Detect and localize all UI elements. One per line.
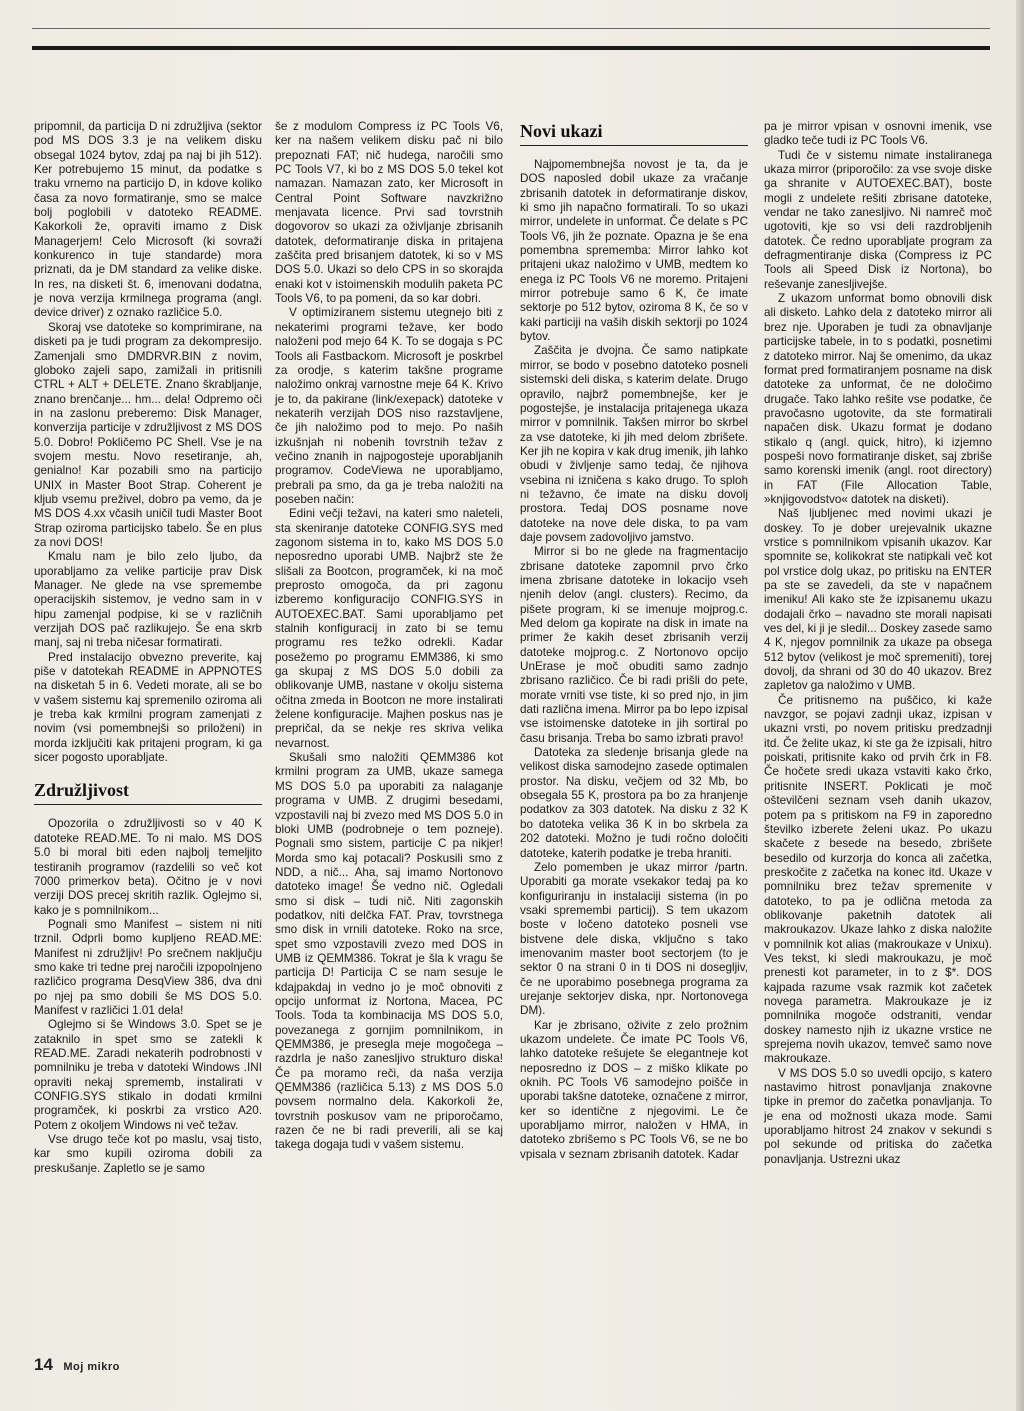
column-2 [275,120,503,1153]
paragraph: Če pritisnemo na puščico, ki kaže navzgor, se pojavi zadnji ukaz, izpisan v ukazni vrsti, po novem pritisku predzadnji itd. Če želite ukaz, ki ste ga že izpisali, hitro poiskati, pritisnite kako od prvih črk in F8. Če hočete sredi ukaza vstaviti kako črko, pritisnite INSERT. Poklicati je moč oštevilčeni seznam vseh danih ukazov, potem pa s pritiskom na F9 in zaporedno številko izberete želeni ukaz. Po ukazu skačete z besede na besedo, zbrišete besedilo od kurzorja do konca ali začetka, preskočite z začetka na konec itd. Ukaze v pomnilniku brez težav spremenite v datoteko, to pa je odlična metoda za oblikovanje paketnih datotek ali makroukazov. Ukaze lahko z diska naložite v pomnilnik kot alias (makroukaze v Unixu). Ves tekst, ki sledi makroukazu, je moč prenesti kot parameter, in to z $*. DOS kajpada razume vsak razmik kot začetek novega parametra. Makroukaze je iz pomnilnika mogoče odstraniti, vendar doskey namesto njih iz ukazne vrstice ne sprejema novih ukazov, temveč samo nove makroukaze. [764,693,992,1066]
section-heading-novi-ukazi: Novi ukazi [520,120,748,146]
paragraph: Mirror si bo ne glede na fragmentacijo zbrisane datoteke zapomnil prvo črko imena zbrisane datoteke in lokacijo vseh njenih delov (angl. clusters). Recimo, da pišete program, ki se imenuje mojprog.c. Med delom ga kopirate na disk in imate na primer že kakih deset zbrisanih verzij datoteke mojprog.c. Z Nortonovo opcijo UnErase je moč obuditi samo zadnjo zbrisano različico. Če bi radi prišli do pete, morate vrniti vse tiste, ki so pred njo, in jim dati različna imena. Mirror pa bo lepo izpisal vse istoimenske datoteke in jih sortiral po času brisanja. Treba bo samo izbrati pravo! [520,545,749,745]
page-edge [1016,0,1024,1411]
paragraph: V optimiziranem sistemu utegnejo biti z nekaterimi programi težave, ker bodo naloženi pod mejo 64 K. To se dogaja s PC Tools ali Fastbackom. Microsoft je poskrbel za orodje, s katerim takšne programe naložimo onkraj varnostne meje 64 K. Krivo je to, da pakirane (link/exepack) datoteke v nekaterih verzijah DOS niso razstavljene, če jih naložimo pod to mejo. Po naših izkušnjah ni nobenih tovrstnih težav z večino znanih in najpogosteje uporabljanih programov. CodeViewa ne uporabljamo, prebrali pa smo, da ga je treba naložiti na poseben način: [275,306,503,506]
paragraph: Vse drugo teče kot po maslu, vsaj tisto, kar smo kupili oziroma dobili za preskušanje. Zapletlo se je samo [34,1133,262,1175]
magazine-name: Moj mikro [63,1361,120,1373]
paragraph: Skušali smo naložiti QEMM386 kot krmilni program za UMB, ukaze samega MS DOS 5.0 pa uporabiti za nalaganje programa v UMB. Z drugimi besedami, vzpostavili naj bi zvezo med MS DOS 5.0 in bloki UMB (podrobneje o tem pozneje). Pognali smo sistem, particije C pa nikjer! Morda smo kaj potacali? Poskusili smo z NDD, a nič... Aha, saj imamo Nortonovo datoteko image! Še vedno nič. Ogledali smo si disk – tudi nič. Niti zagonskih podatkov, niti delčka FAT. Prav, tovrstnega smo disk in vrnili datoteke. Roko na srce, spet smo vzpostavili zvezo med DOS in UMB iz QEMM386. Tokrat je šla k vragu še particija D! Particija C se nam sesuje le kdajpakdaj in vedno jo je moč obnoviti z opcijo unformat iz Nortona, Macea, PC Tools. Toda ta kombinacija MS DOS 5.0, povezanega z gornjim pomnilnikom, in QEMM386, je presegla meje mogočega – razdrla je našo zanesljivo strukturo diska! Če pa moramo reči, da naša verzija QEMM386 (različica 5.13) z MS DOS 5.0 povsem normalno dela. Kakorkoli že, tovrstnih poskusov vam ne priporočamo, razen če ne bi radi preverili, ali se kaj takega dogaja tudi v vašem sistemu. [275,751,503,1152]
paragraph: Datoteka za sledenje brisanja glede na velikost diska samodejno zasede optimalen prostor. Na disku, večjem od 32 Mb, bo obsegala 55 K, prostora pa bo za hranjenje podatkov za 303 datotek. Na disku z 32 K bo datoteka velika 36 K in bo skrbela za 202 datoteki. Možno je tudi ročno določiti datoteke, katerih podatke je treba hraniti. [520,746,748,860]
paragraph: Pred instalacijo obvezno preverite, kaj piše v datotekah README in APPNOTES na disketah 5 in 6. Vedeti morate, ali se bo v vašem sistemu kaj spremenilo oziroma ali je treba kak krmilni program zamenjati z novim (vsi pomembnejši so priloženi) in morda izključiti kak pritajeni program, ki ga sicer pogosto uporabljate. [34,650,262,765]
paragraph: Skoraj vse datoteke so komprimirane, na disketi pa je tudi program za dekompresijo. Zamenjali smo DMDRVR.BIN z novim, globoko zajeli sapo, zamižali in pritisnili CTRL + ALT + DELETE. Znano škrabljanje, znano brenčanje... hm... dela! Odpremo oči in na zaslonu preberemo: Disk Manager, konverzija particije v združljivost z MS DOS 5.0. Dobro! Pokličemo PC Shell. Vse je na svojem mestu. Novo resetiranje, ah, genialno! Kar pozabili smo na particijo UNIX in Master Boot Strap. Coherent je kljub vsemu preživel, dobro pa vemo, da je MS DOS 4.xx včasih uničil tudi Master Boot Strap oziroma particijsko tabelo. Še en plus za novi DOS! [34,320,262,549]
paragraph: Kmalu nam je bilo zelo ljubo, da uporabljamo za velike particije prav Disk Manager. Ne glede na vse spremembe operacijskih sistemov, je vedno sam in v hipu zamenjal podpise, ki se v različnih verzijah DOS pač razlikujejo. Še ena skrb manj, saj ni treba ničesar formatirati. [34,550,262,650]
paragraph: pripomnil, da particija D ni združljiva (sektor pod MS DOS 3.3 je na velikem disku obsegal 1024 bytov, zdaj pa naj bi jih 512). Ker potrebujemo 15 minut, da podatke s traku vrnemo na particijo D, in kdove koliko časa za novo formatiranje, smo se malce bolj poglobili v datoteko README. Kakorkoli že, opraviti imamo z Disk Managerjem! Celo Microsoft (ki sovraži konkurenco in tuje standarde) mora priznati, da je DM standard za velike diske. In res, na disketi št. 6, imenovani dodatna, je nova verzija krmilnega programa (angl. device driver) z oznako različice 5.0. [34,120,262,320]
paragraph: Kar je zbrisano, oživite z zelo prožnim ukazom undelete. Če imate PC Tools V6, lahko datoteke rešujete še elegantneje kot neposredno iz DOS – z miško klikate po oknih. PC Tools V6 samodejno poišče in uporabi takšne datoteke, označene z mirror, ker so identične z njegovimi. Le če uporabljamo mirror, naložen v HMA, in datoteko zbrišemo s PC Tools V6, se ne bo vpisala v seznam zbrisanih datotek. Kadar [520,1018,748,1161]
paragraph: Zaščita je dvojna. Če samo natipkate mirror, se bodo v posebno datoteko posneli sistemski deli diska, s katerim delate. Drugo opravilo, najbrž pomembnejše, ker je pogostejše, je instalacija pritajenega ukaza mirror v pomnilnik. Takšen mirror bo skrbel za vse datoteke, ki jih med delom zbrišete. Ker jih ne kopira v kak drug imenik, jih lahko obudi v življenje samo tedaj, če njihova vsebina ni izničena s kako drugo. To sploh ni težavno, če imate na disku dovolj prostora. Tedaj DOS posname nove datoteke na nove dele diska, to pa vam daje povsem zadovoljivo jamstvo. [520,344,749,544]
header-rule [32,46,990,50]
top-rule [32,28,990,29]
paragraph: Tudi če v sistemu nimate instaliranega ukaza mirror (priporočilo: za vse svoje diske ga shranite v AUTOEXEC.BAT), boste mogli z undelete rešiti zbrisane datoteke, vendar ne tako zanesljivo. Ni namreč moč ugotoviti, kje so vsi deli razdrobljenih datotek. Če redno uporabljate program za defragmentiranje diska (Compress iz PC Tools ali Speed Disk iz Nortona), bo reševanje zanesljivejše. [764,148,992,291]
paragraph: še z modulom Compress iz PC Tools V6, ker na našem velikem disku pač ni bilo prepoznati FAT; nič hudega, naročili smo PC Tools V7, ki bo z MS DOS 5.0 tekel kot namazan. Namazan zato, ker Microsoft in Central Point Software navzkrižno menjavata licence. Prvi sad tovrstnih dogovorov so ukazi za oživljanje zbrisanih datotek, deformatiranje diska in pritajena zaščita pred brisanjem datotek, ki so v MS DOS 5.0. Ukazi so delo CPS in so skorajda enaki kot v istoimenskih modulih paketa PC Tools V6, to pa pomeni, da so kar dobri. [275,120,503,306]
paragraph: Naš ljubljenec med novimi ukazi je doskey. To je dober urejevalnik ukazne vrstice s pomnilnikom vpisanih ukazov. Kar spomnite se, kolikokrat ste natipkali več kot pol vrstice dolg ukaz, po pritisku na ENTER pa ste se zavedeli, da ste v napačnem imeniku! Ali kako ste že izpisanemu ukazu dodajali črko – navadno ste morali napisati ves del, ki ji je sledil... Doskey zasede samo 4 K, njegov pomnilnik za ukaze pa obsega 512 bytov (velikost je moč spremeniti), torej dovolj, da shrani od 30 do 40 ukazov. Brez zapletov ga naložimo v UMB. [764,507,992,693]
paragraph: Najpomembnejša novost je ta, da je DOS naposled dobil ukaze za vračanje zbrisanih datotek in deformatiranje diskov, ki smo jih napačno formatirali. To so ukazi mirror, undelete in unformat. Če delate s PC Tools V6, jih že poznate. Opazna je še ena pomembna sprememba: Mirror lahko kot pritajeni ukaz naložimo v UMB, medtem ko enega iz PC Tools V6 ne moremo. Pritajeni mirror potrebuje samo 6 K, če imate sektorje po 512 bytov, oziroma 8 K, če so v kaki particiji na vaših diskih sektorji po 1024 bytov. [520,158,749,344]
page-number: 14 [34,1355,53,1374]
paragraph: Opozorila o združljivosti so v 40 K datoteke READ.ME. To ni malo. MS DOS 5.0 bi moral biti eden najbolj temeljito testiranih programov (razdelili so več kot 7000 primerkov beta). Očitno je v novi verziji DOS precej skritih razlik. Oglejmo si, kako je s pomnilnikom... [34,817,262,917]
paragraph: Oglejmo si še Windows 3.0. Spet se je zataknilo in spet smo se zatekli k READ.ME. Zaradi nekaterih podrobnosti v pomnilniku je treba v datoteki Windows .INI opraviti nekaj sprememb, instalirati v CONFIG.SYS stikalo in dodati krmilni programček, ki poskrbi za vrstico A20. Potem z okoljem Windows ni več težav. [34,1018,262,1132]
paragraph: Edini večji težavi, na kateri smo naleteli, sta skeniranje datoteke CONFIG.SYS med zagonom sistema in to, kako MS DOS 5.0 neposredno uporabi UMB. Najbrž ste že slišali za Bootcon, programček, ki na moč preprosto omogoča, da pri zagonu izberemo konfiguracijo CONFIG.SYS in AUTOEXEC.BAT. Sami uporabljamo pet stalnih konfiguracij in zato bi se temu programu res težko odrekli. Kadar posežemo po programu EMM386, ki smo ga skupaj z MS DOS 5.0 dobili za oblikovanje UMB, nastane v okolju sistema očitna zmeda in Bootcon ne more instalirati želene konfiguracije. Majhen poskus nas je prepričal, da se nekje res skriva velika nevarnost. [275,507,503,750]
column-3 [520,120,748,1162]
section-heading-zdruzljivost: Združljivost [34,771,262,805]
column-1 [34,120,262,1176]
paragraph: Pognali smo Manifest – sistem ni niti trznil. Odprli bomo kupljeno READ.ME: Manifest ni združljiv! Po srečnem naključju smo kake tri tedne prej naročili izpopolnjeno različico programa DesqView 386, dva dni po njej pa smo dobili še MS DOS 5.0. Manifest v različici 1.01 dela! [34,917,262,1017]
paragraph: Z ukazom unformat bomo obnovili disk ali disketo. Lahko dela z datoteko mirror ali brez nje. Uporaben je tudi za obnavljanje particijske tabele, in to s podatki, posnetimi z datoteko mirror. Naj še omenimo, da ukaz format pred formatiranjem posname na disk datoteke za unformat, če ne določimo drugače. Tako lahko rešite vse podatke, če pravočasno ugotovite, da ste formatirali napačen disk. Ukazu format je dodano stikalo q (angl. quick, hitro), ki izjemno pospeši novo formatiranje disket, saj zbriše samo korenski imenik (angl. root directory) in FAT (File Allocation Table, »knjigovodstvo« datotek na disketi). [764,292,992,506]
paragraph: pa je mirror vpisan v osnovni imenik, vse gladko teče tudi iz PC Tools V6. [764,120,992,148]
page-footer [34,1355,120,1375]
paragraph: V MS DOS 5.0 so uvedli opcijo, s katero nastavimo hitrost ponavljanja znakovne tipke in premor do začetka ponavljanja. To je ena od možnosti ukaza mode. Sami uporabljamo hitrost 24 znakov v sekundi s pol sekunde od pritiska do začetka ponavljanja. Ustrezni ukaz [764,1066,992,1166]
column-4 [764,120,992,1167]
paragraph: Zelo pomemben je ukaz mirror /partn. Uporabiti ga morate vsekakor tedaj pa ko konfiguriranju in instalaciji sistema (in po vsaki spremembi particij). S tem ukazom boste v ločeno datoteko posneli vse bistvene dele diska, vključno s tako imenovanim master boot sectorjem (to je sektor 0 na strani 0 in ti DOS ni dosegljiv, če ne uporabimo posebnega programa za urejanje sektorjev diska, npr. Nortonovega DM). [520,860,748,1018]
